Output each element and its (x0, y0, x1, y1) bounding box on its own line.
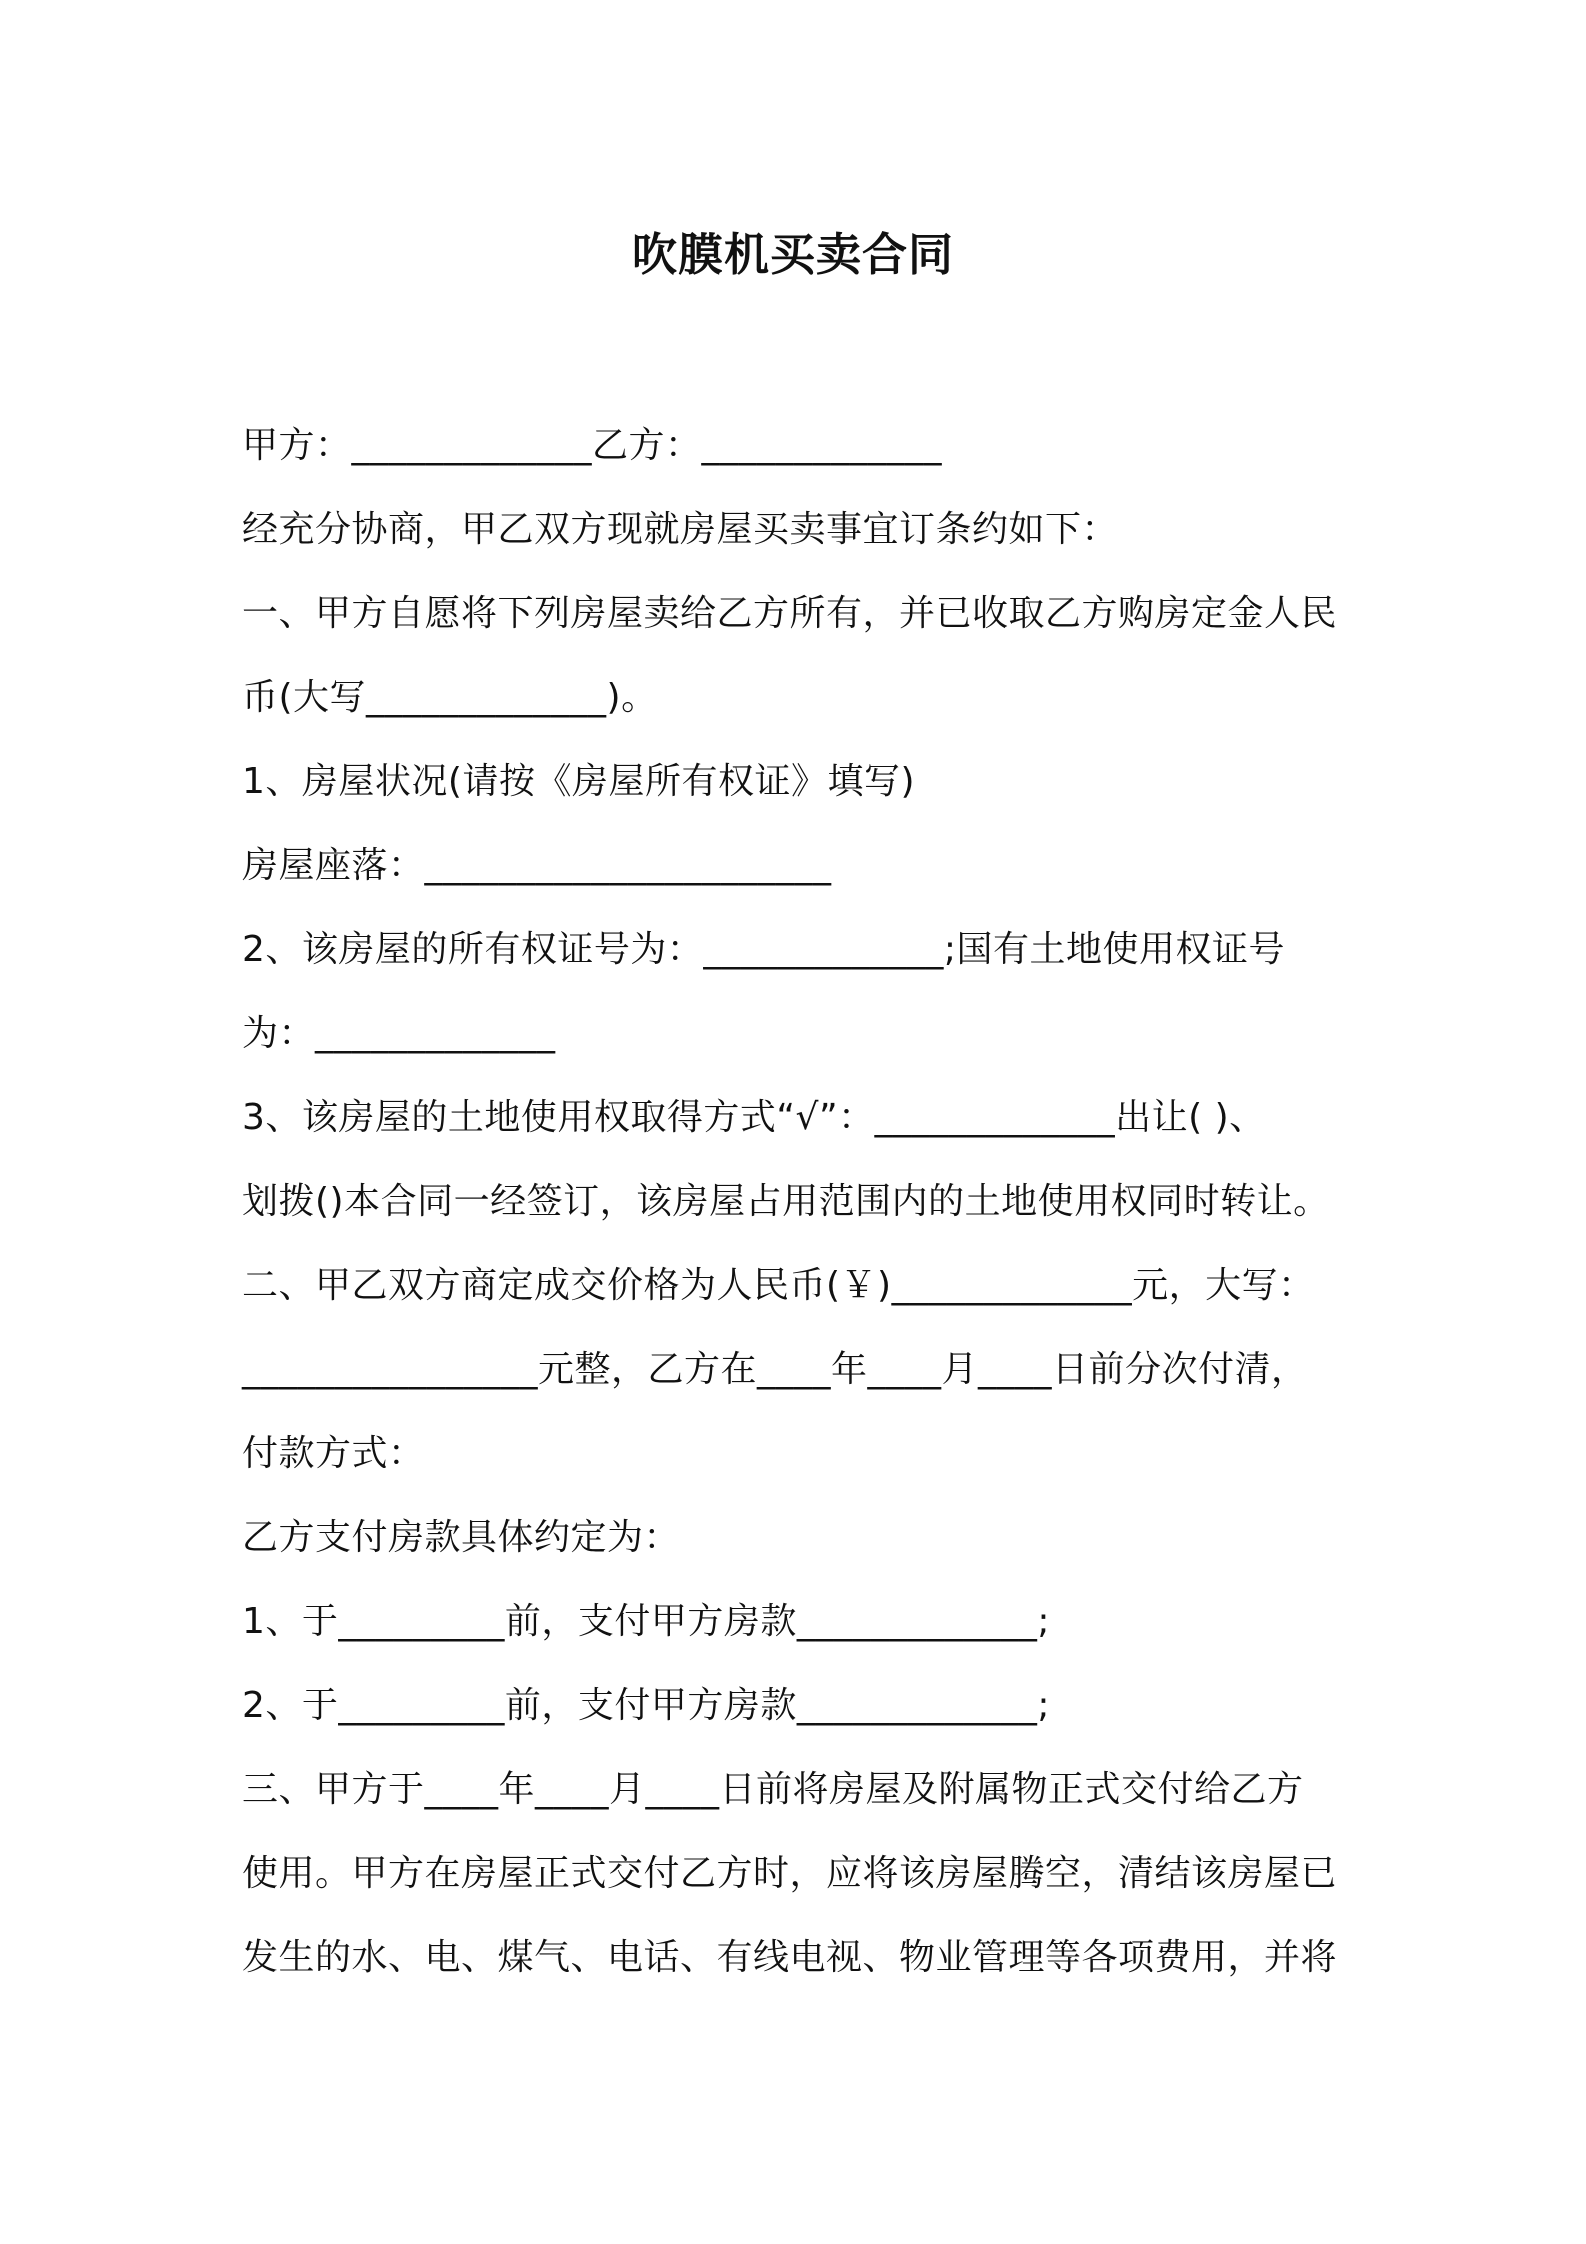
payment-method-line: 付款方式： (242, 1433, 425, 1474)
clause-3-line: 三、甲方于____年____月____日前将房屋及附属物正式交付给乙方 (242, 1769, 1304, 1810)
item-3-line: 划拨()本合同一经签订，该房屋占用范围内的土地使用权同时转让。 (242, 1181, 1330, 1222)
clause-2-line: ________________元整，乙方在____年____月____日前分次付清， (242, 1349, 1308, 1390)
item-2-line: 为：_____________ (242, 1013, 556, 1054)
payment-item-line: 2、于_________前，支付甲方房款_____________; (242, 1685, 1051, 1726)
item-3-line: 3、该房屋的土地使用权取得方式“√”：_____________出让( )、 (242, 1097, 1266, 1138)
location-line: 房屋座落：______________________ (242, 845, 832, 886)
document-title: 吹膜机买卖合同 (631, 228, 954, 281)
item-1-line: 1、房屋状况(请按《房屋所有权证》填写) (242, 761, 915, 802)
clause-2-line: 二、甲乙双方商定成交价格为人民币(￥)_____________元，大写： (242, 1265, 1315, 1306)
clause-3-line: 使用。甲方在房屋正式交付乙方时，应将该房屋腾空，清结该房屋已 (242, 1853, 1338, 1894)
clause-1-line: 币(大写_____________)。 (242, 677, 658, 718)
preamble-line: 经充分协商，甲乙双方现就房屋买卖事宜订条约如下： (242, 509, 1119, 550)
item-2-line: 2、该房屋的所有权证号为：_____________;国有土地使用权证号 (242, 929, 1286, 970)
clause-1-line: 一、甲方自愿将下列房屋卖给乙方所有，并已收取乙方购房定金人民 (242, 593, 1338, 634)
payment-item-line: 1、于_________前，支付甲方房款_____________; (242, 1601, 1051, 1642)
parties-line: 甲方：_____________乙方：_____________ (242, 425, 943, 466)
document-body (242, 404, 1362, 2000)
payment-terms-line: 乙方支付房款具体约定为： (242, 1517, 681, 1558)
clause-3-line: 发生的水、电、煤气、电话、有线电视、物业管理等各项费用，并将 (242, 1937, 1338, 1978)
